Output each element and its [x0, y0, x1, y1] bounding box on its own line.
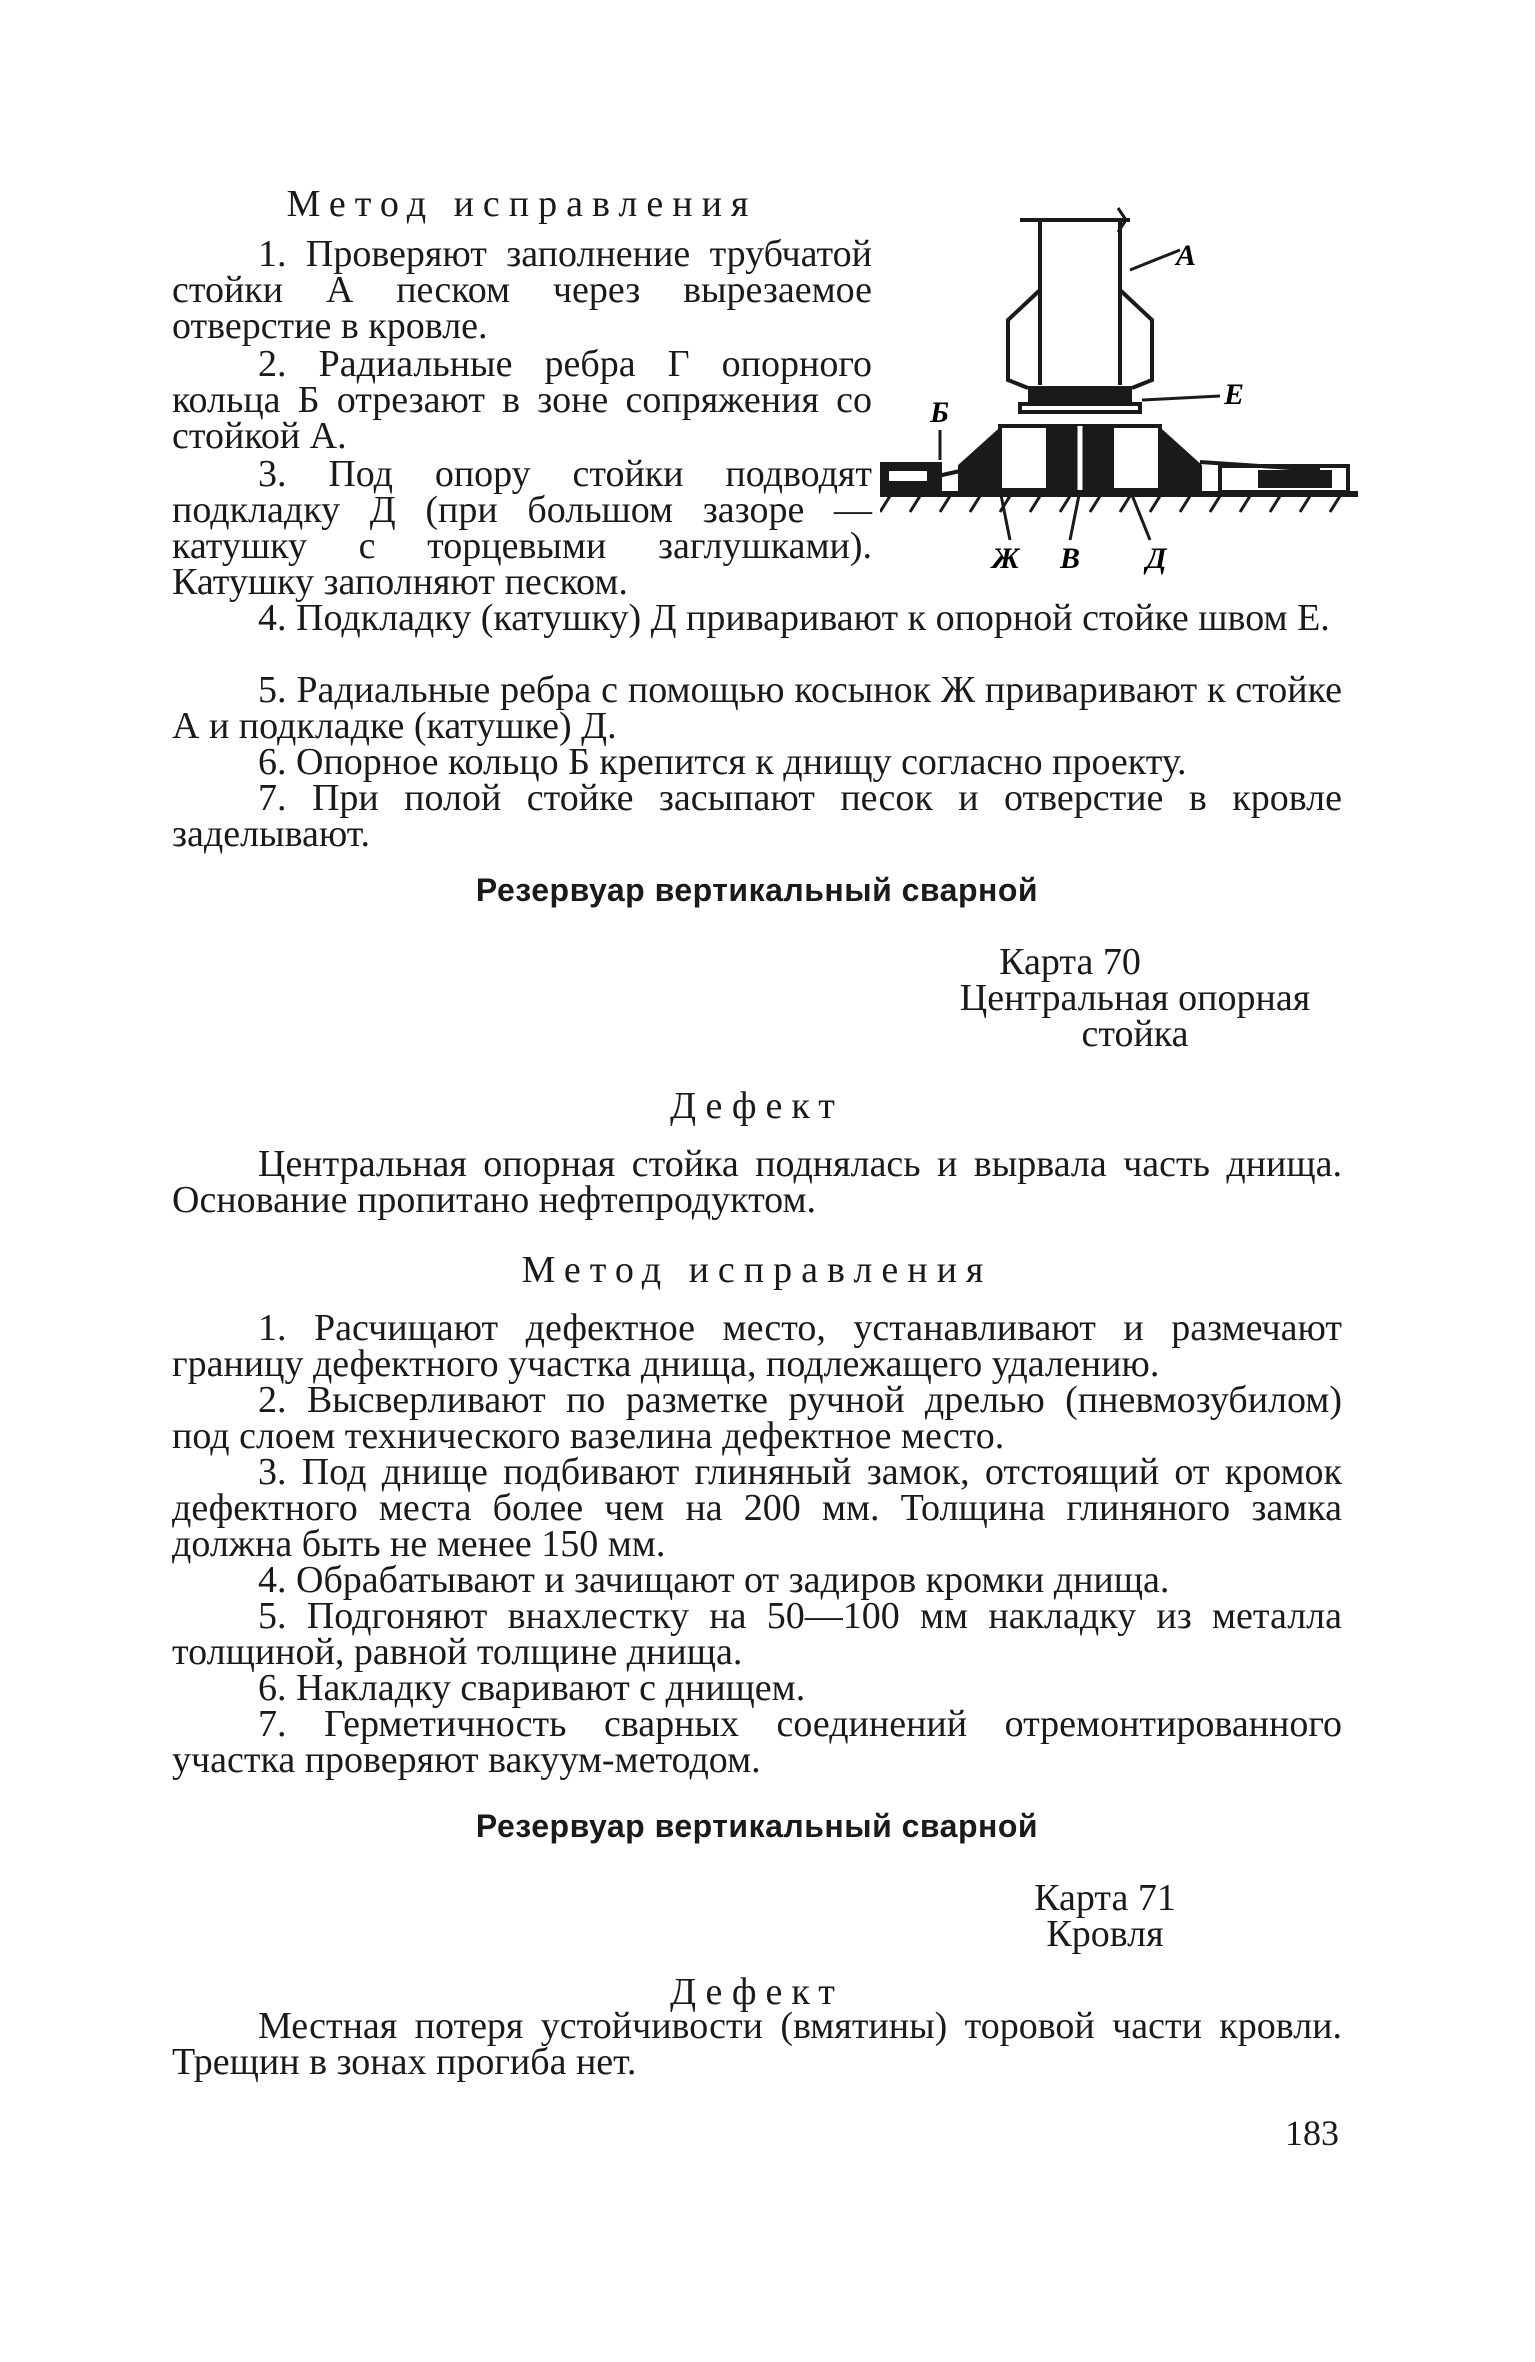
method-1-item-5: 5. Радиальные ребра с помощью косынок Ж приваривают к стойке А и подкладке (катушке) Д.: [172, 669, 1342, 747]
label-a: А: [1176, 239, 1197, 272]
method-1-item-4: 4. Подкладку (катушку) Д приваривают к опорной стойке швом Е.: [258, 597, 1330, 639]
card-71-subject: Кровля: [1046, 1913, 1164, 1955]
card-70-method-heading: Метод исправления: [521, 1249, 993, 1291]
method-heading-1: Метод исправления: [286, 183, 758, 225]
method-1-item-6: 6. Опорное кольцо Б крепится к днищу согласно проекту.: [258, 741, 1187, 783]
label-zh: Ж: [992, 542, 1020, 575]
card-70-item-6: 6. Накладку сваривают с днищем.: [258, 1667, 806, 1709]
support-column-diagram: [880, 190, 1360, 580]
card-70-number: Карта 70: [999, 941, 1141, 983]
method-1-item-2: 2. Радиальные ребра Г опорного кольца Б отрезают в зоне сопряжения со стойкой А.: [172, 343, 872, 457]
card-71-defect-heading: Дефект: [670, 1971, 844, 2013]
label-e: Е: [1224, 378, 1245, 411]
label-d: Д: [1146, 542, 1167, 575]
card-70-item-4: 4. Обрабатывают и зачищают от задиров кромки днища.: [258, 1559, 1170, 1601]
card-70-defect-text: Центральная опорная стойка поднялась и вырвала часть днища. Основание пропитано нефтепродуктом.: [172, 1143, 1342, 1221]
card-70-item-3: 3. Под днище подбивают глиняный замок, отстоящий от кромок дефектного места более чем на 200 мм. Толщина глиняного замка должна быть не менее 150 мм.: [172, 1451, 1342, 1565]
card-70-item-1: 1. Расчищают дефектное место, устанавливают и размечают границу дефектного участка днища, подлежащего удалению.: [172, 1307, 1342, 1385]
label-b: Б: [930, 396, 950, 429]
card-70-item-7: 7. Герметичность сварных соединений отремонтированного участка проверяют вакуум-методом.: [172, 1703, 1342, 1781]
label-v: В: [1060, 542, 1081, 575]
method-1-item-7: 7. При полой стойке засыпают песок и отверстие в кровле заделывают.: [172, 777, 1342, 855]
card-70-defect-heading: Дефект: [670, 1085, 844, 1127]
card-70-item-5: 5. Подгоняют внахлестку на 50—100 мм накладку из металла толщиной, равной толщине днища.: [172, 1595, 1342, 1673]
card-71-title: Резервуар вертикальный сварной: [475, 1808, 1039, 1844]
method-1-item-3: 3. Под опору стойки подводят подкладку Д (при большом зазоре — катушку с торцевыми заглушками). Катушку заполняют песком.: [172, 453, 872, 603]
card-71-number: Карта 71: [1034, 1877, 1176, 1919]
page-number: 183: [1285, 2113, 1339, 2153]
card-71-defect-text: Местная потеря устойчивости (вмятины) торовой части кровли. Трещин в зонах прогиба нет.: [172, 2005, 1342, 2083]
method-1-item-1: 1. Проверяют заполнение трубчатой стойки А песком через вырезаемое отверстие в кровле.: [172, 233, 872, 347]
card-70-item-2: 2. Высверливают по разметке ручной дрелью (пневмозубилом) под слоем технического вазелина дефектное место.: [172, 1379, 1342, 1457]
card-70-subject: Центральная опорная стойка: [959, 977, 1311, 1055]
card-70-title: Резервуар вертикальный сварной: [475, 872, 1039, 908]
